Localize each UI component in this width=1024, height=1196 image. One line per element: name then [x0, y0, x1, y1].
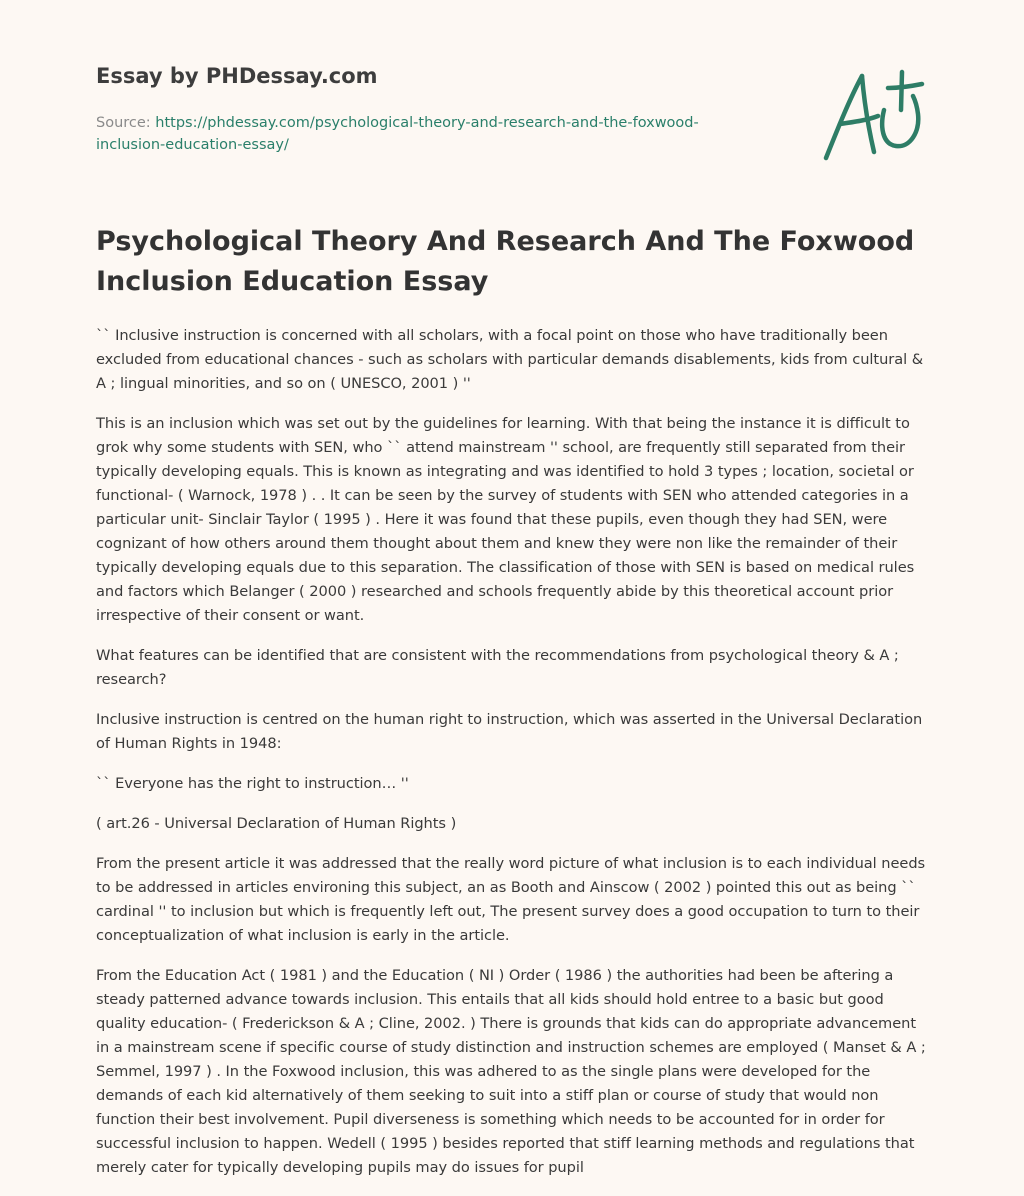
paragraph: From the present article it was addressed that the really word picture of what inclusion is to each individual needs to be addressed in articles environing this subject, an as Booth and Ainscow ( 2002 ) pointed this out as being `` cardinal '' to inclusion but which is frequently left out, The present survey does a good occupation to turn to their conceptualization of what inclusion is early in the article.: [96, 855, 926, 944]
page-title: Psychological Theory And Research And The Foxwood Inclusion Education Essay: [96, 226, 915, 297]
source-label: Source:: [96, 115, 156, 131]
source-line: [96, 112, 756, 156]
article-body: [96, 324, 930, 1196]
site-brand: Essay by PHDessay.com: [96, 64, 378, 88]
a-plus-grade-icon: [818, 66, 928, 166]
paragraph: `` Everyone has the right to instruction… '': [96, 775, 409, 792]
source-link[interactable]: https://phdessay.com/psychological-theory-and-research-and-the-foxwood-inclusion-education-essay/: [96, 115, 699, 153]
paragraph: This is an inclusion which was set out by the guidelines for learning. With that being the instance it is difficult to grok why some students with SEN, who `` attend mainstream '' school, are frequently still separated from their typically developing equals. This is known as integrating and was identified to hold 3 types ; location, societal or functional- ( Warnock, 1978 ) . . It can be seen by the survey of students with SEN who attended categories in a particular unit- Sinclair Taylor ( 1995 ) . Here it was found that these pupils, even though they had SEN, were cognizant of how others around them thought about them and knew they were non like the remainder of their typically developing equals due to this separation. The classification of those with SEN is based on medical rules and factors which Belanger ( 2000 ) researched and schools frequently abide by this theoretical account prior irrespective of their consent or want.: [96, 415, 915, 624]
paragraph: From the Education Act ( 1981 ) and the Education ( NI ) Order ( 1986 ) the authorities had been be aftering a steady patterned advance towards inclusion. This entails that all kids should hold entree to a basic but good quality education- ( Frederickson & A ; Cline, 2002. ) There is grounds that kids can do appropriate advancement in a mainstream scene if specific course of study distinction and instruction schemes are employed ( Manset & A ; Semmel, 1997 ) . In the Foxwood inclusion, this was adhered to as the single plans were developed for the demands of each kid alternatively of them seeking to suit into a stiff plan or course of study that would non function their best involvement. Pupil diverseness is something which needs to be accounted for in order for successful inclusion to happen. Wedell ( 1995 ) besides reported that stiff learning methods and regulations that merely cater for typically developing pupils may do issues for pupil: [96, 967, 926, 1176]
paragraph: Inclusive instruction is centred on the human right to instruction, which was asserted in the Universal Declaration of Human Rights in 1948:: [96, 711, 923, 752]
paragraph: ( art.26 - Universal Declaration of Human Rights ): [96, 815, 457, 832]
paragraph: `` Inclusive instruction is concerned with all scholars, with a focal point on those who have traditionally been excluded from educational chances - such as scholars with particular demands disablements, kids from cultural & A ; lingual minorities, and so on ( UNESCO, 2001 ) '': [96, 327, 924, 392]
paragraph: What features can be identified that are consistent with the recommendations from psychological theory & A ; research?: [96, 647, 899, 688]
